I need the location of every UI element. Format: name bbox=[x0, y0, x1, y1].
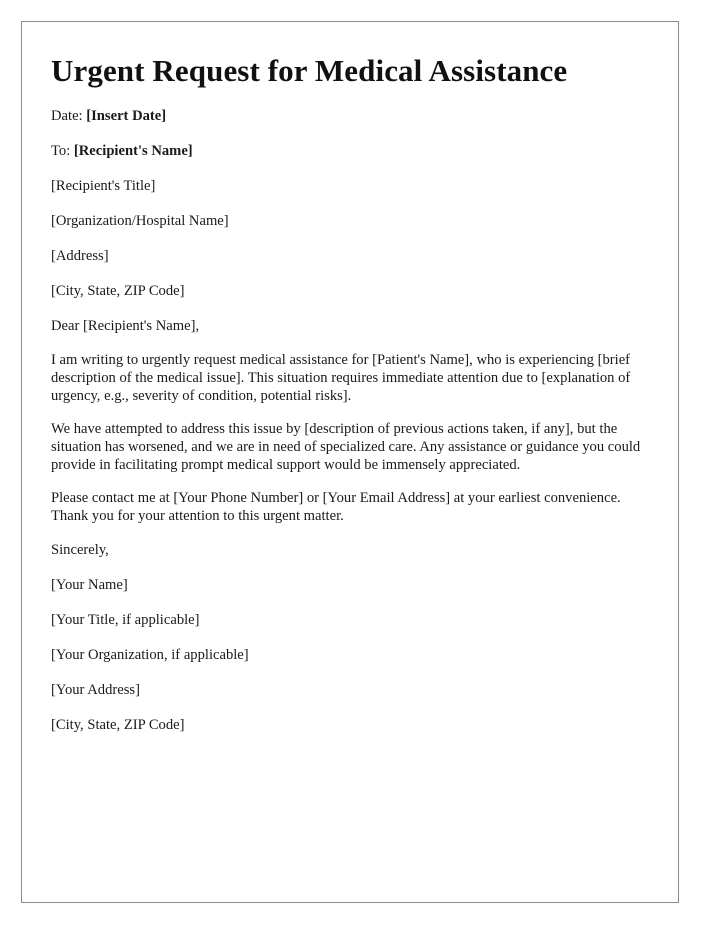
recipient-name: [Recipient's Name] bbox=[73, 143, 193, 159]
recipient-organization: [Organization/Hospital Name] bbox=[51, 213, 229, 229]
sender-title: [Your Title, if applicable] bbox=[51, 612, 200, 628]
sender-name: [Your Name] bbox=[51, 577, 128, 593]
date-value: [Insert Date] bbox=[86, 108, 167, 124]
sender-city-state-zip: [City, State, ZIP Code] bbox=[51, 717, 185, 733]
recipient-address: [Address] bbox=[51, 248, 109, 264]
date-label: Date: bbox=[51, 108, 83, 124]
body-paragraph-1: I am writing to urgently request medical assistance for [Patient's Name], who is experiencing [brief description of the medical issue]. This situation requires immediate attention due to [explanation of urgency, e.g., severity of condition, potential risks]. bbox=[51, 352, 631, 404]
letter-body bbox=[51, 52, 651, 735]
to-label: To: bbox=[51, 143, 71, 159]
body-paragraph-3: Please contact me at [Your Phone Number] or [Your Email Address] at your earliest convenience. Thank you for your attention to this urgent matter. bbox=[51, 490, 621, 524]
to-line bbox=[51, 142, 651, 161]
date-line bbox=[51, 107, 651, 126]
recipient-title: [Recipient's Title] bbox=[51, 178, 156, 194]
letter-title: Urgent Request for Medical Assistance bbox=[51, 53, 568, 88]
salutation: Dear [Recipient's Name], bbox=[51, 318, 200, 334]
sender-address: [Your Address] bbox=[51, 682, 140, 698]
sender-organization: [Your Organization, if applicable] bbox=[51, 647, 249, 663]
closing: Sincerely, bbox=[51, 542, 109, 558]
recipient-city-state-zip: [City, State, ZIP Code] bbox=[51, 283, 185, 299]
body-paragraph-2: We have attempted to address this issue by [description of previous actions taken, if any], but the situation has worsened, and we are in need of specialized care. Any assistance or guidance you could provide in facilitating prompt medical support would be immensely appreciated. bbox=[51, 421, 641, 473]
letter-page bbox=[21, 21, 679, 903]
